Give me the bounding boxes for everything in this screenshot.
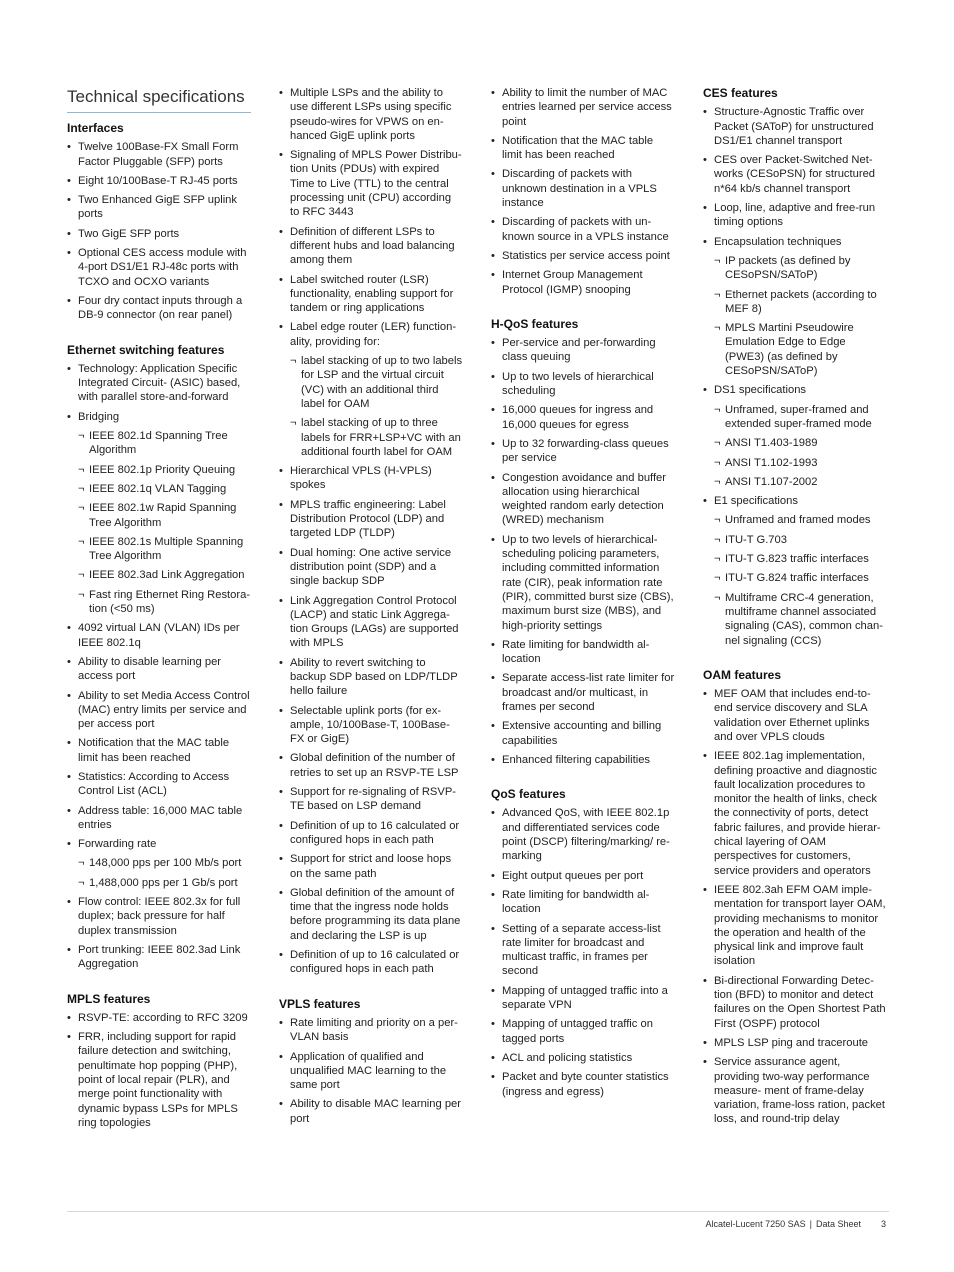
column-2 bbox=[279, 86, 463, 1146]
spec-list bbox=[703, 687, 887, 1127]
spec-item: • Statistics: According to Access Control List (ACL) bbox=[67, 770, 251, 799]
spec-sub-item: ¬ Ethernet packets (according to MEF 8) bbox=[703, 288, 887, 317]
spec-item: • IEEE 802.3ah EFM OAM imple- mentation for transport layer OAM, providing mechanisms to monitor the operation and health of the physical link and improve fault isolation bbox=[703, 883, 887, 969]
spec-item: • Application of qualified and unqualified MAC learning to the same port bbox=[279, 1050, 463, 1093]
spec-item: • Definition of up to 16 calculated or configured hops in each path bbox=[279, 819, 463, 848]
spec-item: • Loop, line, adaptive and free-run timing options bbox=[703, 201, 887, 230]
spec-sub-item: ¬ IP packets (as defined by CESoPSN/SAToP) bbox=[703, 254, 887, 283]
spec-item: • Global definition of the number of retries to set up an RSVP-TE LSP bbox=[279, 751, 463, 780]
spec-item: • Technology: Application Specific Integrated Circuit- (ASIC) based, with parallel store-and-forward bbox=[67, 362, 251, 405]
spec-item: • Two Enhanced GigE SFP uplink ports bbox=[67, 193, 251, 222]
column-1 bbox=[67, 86, 251, 1150]
spec-item: • Up to 32 forwarding-class queues per service bbox=[491, 437, 675, 466]
spec-item: • Hierarchical VPLS (H-VPLS) spokes bbox=[279, 464, 463, 493]
footer-separator: | bbox=[809, 1219, 812, 1229]
spec-item: • Advanced QoS, with IEEE 802.1p and differentiated services code point (DSCP) filtering/marking/ re-marking bbox=[491, 806, 675, 863]
footer-doc-type: Data Sheet bbox=[815, 1219, 861, 1229]
spec-item: • Label switched router (LSR) functionality, enabling support for tandem or ring applications bbox=[279, 273, 463, 316]
spec-section bbox=[491, 86, 675, 297]
spec-item: • Forwarding rate bbox=[67, 837, 251, 851]
spec-item: • ACL and policing statistics bbox=[491, 1051, 675, 1065]
spec-list bbox=[279, 1016, 463, 1126]
page-title: Technical specifications bbox=[67, 86, 251, 113]
spec-item: • Signaling of MPLS Power Distribu- tion Units (PDUs) with expired Time to Live (TTL) to the central processing unit (CPU) according to RFC 3443 bbox=[279, 148, 463, 219]
spec-sub-item: ¬ ITU-T G.824 traffic interfaces bbox=[703, 571, 887, 585]
spec-item: • Service assurance agent, providing two-way performance measure- ment of frame-delay variation, frame-loss ration, packet loss, and round-trip delay bbox=[703, 1055, 887, 1126]
spec-item: • Definition of up to 16 calculated or configured hops in each path bbox=[279, 948, 463, 977]
spec-sub-item: ¬ ANSI T1.403-1989 bbox=[703, 436, 887, 450]
spec-item: • Up to two levels of hierarchical scheduling bbox=[491, 370, 675, 399]
spec-item: • Twelve 100Base-FX Small Form Factor Pluggable (SFP) ports bbox=[67, 140, 251, 169]
column-3 bbox=[491, 86, 675, 1119]
spec-item: • Discarding of packets with un- known source in a VPLS instance bbox=[491, 215, 675, 244]
spec-item: • Ability to revert switching to backup SDP based on LDP/TLDP hello failure bbox=[279, 656, 463, 699]
spec-item: • Discarding of packets with unknown destination in a VPLS instance bbox=[491, 167, 675, 210]
footer-divider bbox=[67, 1211, 889, 1212]
spec-item: • Ability to disable learning per access port bbox=[67, 655, 251, 684]
spec-item: • Bridging bbox=[67, 410, 251, 424]
spec-list bbox=[491, 86, 675, 297]
spec-item: • Enhanced filtering capabilities bbox=[491, 753, 675, 767]
spec-item: • E1 specifications bbox=[703, 494, 887, 508]
spec-item: • Rate limiting for bandwidth al- location bbox=[491, 638, 675, 667]
spec-list bbox=[67, 1011, 251, 1130]
spec-sub-item: ¬ IEEE 802.1s Multiple Spanning Tree Algorithm bbox=[67, 535, 251, 564]
spec-section bbox=[67, 992, 251, 1131]
spec-item: • Dual homing: One active service distribution point (SDP) and a single backup SDP bbox=[279, 546, 463, 589]
spec-item: • Encapsulation techniques bbox=[703, 235, 887, 249]
spec-section bbox=[491, 787, 675, 1099]
spec-section bbox=[279, 997, 463, 1126]
spec-sub-item: ¬ IEEE 802.1q VLAN Tagging bbox=[67, 482, 251, 496]
spec-section bbox=[279, 86, 463, 977]
section-heading: QoS features bbox=[491, 787, 566, 802]
spec-item: • Address table: 16,000 MAC table entries bbox=[67, 804, 251, 833]
spec-sub-item: ¬ MPLS Martini Pseudowire Emulation Edge to Edge (PWE3) (as defined by CESoPSN/SAToP) bbox=[703, 321, 887, 378]
spec-sub-item: ¬ ITU-T G.823 traffic interfaces bbox=[703, 552, 887, 566]
section-heading: H-QoS features bbox=[491, 316, 579, 331]
spec-item: • Ability to set Media Access Control (MAC) entry limits per service and per access port bbox=[67, 689, 251, 732]
spec-sub-item: ¬ 1,488,000 pps per 1 Gb/s port bbox=[67, 876, 251, 890]
spec-sub-item: ¬ 148,000 pps per 100 Mb/s port bbox=[67, 856, 251, 870]
spec-section bbox=[491, 317, 675, 767]
spec-item: • Congestion avoidance and buffer allocation using hierarchical weighted random early detection (WRED) mechanism bbox=[491, 471, 675, 528]
spec-item: • Bi-directional Forwarding Detec- tion (BFD) to monitor and detect failures on the Open Shortest Path First (OSPF) protocol bbox=[703, 974, 887, 1031]
spec-item: • Definition of different LSPs to different hubs and load balancing among them bbox=[279, 225, 463, 268]
spec-item: • Selectable uplink ports (for ex- ample, 10/100Base-T, 100Base-FX or GigE) bbox=[279, 704, 463, 747]
section-heading: OAM features bbox=[703, 667, 782, 682]
spec-item: • Eight 10/100Base-T RJ-45 ports bbox=[67, 174, 251, 188]
section-heading: Ethernet switching features bbox=[67, 342, 225, 357]
spec-list bbox=[67, 362, 251, 972]
spec-item: • Support for strict and loose hops on the same path bbox=[279, 852, 463, 881]
spec-item: • Global definition of the amount of time that the ingress node holds before programming its data plane and declaring the LSP is up bbox=[279, 886, 463, 943]
section-heading: MPLS features bbox=[67, 991, 151, 1006]
spec-item: • 4092 virtual LAN (VLAN) IDs per IEEE 802.1q bbox=[67, 621, 251, 650]
spec-sub-item: ¬ IEEE 802.1w Rapid Spanning Tree Algorithm bbox=[67, 501, 251, 530]
spec-item: • CES over Packet-Switched Net- works (CESoPSN) for structured n*64 kb/s channel transport bbox=[703, 153, 887, 196]
spec-section bbox=[703, 86, 887, 648]
spec-item: • MEF OAM that includes end-to- end service discovery and SLA validation over Ethernet uplinks and over VPLS clouds bbox=[703, 687, 887, 744]
spec-section bbox=[67, 121, 251, 323]
spec-item: • IEEE 802.1ag implementation, defining proactive and diagnostic fault localization procedures to monitor the health of links, check the connectivity of ports, detect fabric failures, and provide hierar- chical layering of OAM perspectives for customers, service providers and operators bbox=[703, 749, 887, 878]
spec-item: • Optional CES access module with 4-port DS1/E1 RJ-48c ports with TCXO and OCXO variants bbox=[67, 246, 251, 289]
spec-item: • Label edge router (LER) function- ality, providing for: bbox=[279, 320, 463, 349]
spec-item: • Setting of a separate access-list rate limiter for broadcast and multicast traffic, in frames per second bbox=[491, 922, 675, 979]
spec-item: • Flow control: IEEE 802.3x for full duplex; back pressure for half duplex transmission bbox=[67, 895, 251, 938]
spec-item: • Notification that the MAC table limit has been reached bbox=[67, 736, 251, 765]
footer-product: Alcatel-Lucent 7250 SAS bbox=[705, 1219, 806, 1229]
spec-sub-item: ¬ IEEE 802.1d Spanning Tree Algorithm bbox=[67, 429, 251, 458]
spec-sub-item: ¬ label stacking of up to two labels for LSP and the virtual circuit (VC) with an additional third label for OAM bbox=[279, 354, 463, 411]
spec-item: • Statistics per service access point bbox=[491, 249, 675, 263]
spec-list bbox=[491, 336, 675, 767]
spec-item: • Link Aggregation Control Protocol (LACP) and static Link Aggrega- tion Groups (LAGs) are supported with MPLS bbox=[279, 594, 463, 651]
spec-sub-item: ¬ ANSI T1.107-2002 bbox=[703, 475, 887, 489]
spec-item: • Mapping of untagged traffic on tagged ports bbox=[491, 1017, 675, 1046]
spec-item: • Notification that the MAC table limit has been reached bbox=[491, 134, 675, 163]
spec-item: • Mapping of untagged traffic into a separate VPN bbox=[491, 984, 675, 1013]
page-number: 3 bbox=[880, 1219, 886, 1229]
spec-sub-item: ¬ IEEE 802.1p Priority Queuing bbox=[67, 463, 251, 477]
section-heading: Interfaces bbox=[67, 121, 124, 135]
spec-item: • Four dry contact inputs through a DB-9 connector (on rear panel) bbox=[67, 294, 251, 323]
spec-item: • Rate limiting and priority on a per-VLAN basis bbox=[279, 1016, 463, 1045]
spec-item: • Eight output queues per port bbox=[491, 869, 675, 883]
column-4 bbox=[703, 86, 887, 1147]
spec-sub-item: ¬ Unframed and framed modes bbox=[703, 513, 887, 527]
spec-item: • Port trunking: IEEE 802.3ad Link Aggregation bbox=[67, 943, 251, 972]
spec-item: • Ability to disable MAC learning per port bbox=[279, 1097, 463, 1126]
spec-sub-item: ¬ Unframed, super-framed and extended super-framed mode bbox=[703, 403, 887, 432]
spec-item: • Up to two levels of hierarchical- scheduling policing parameters, including committed information rate (CIR), peak information rate (PIR), committed burst size (CBS), maximum burst size (MBS), and high-priority settings bbox=[491, 533, 675, 633]
spec-item: • 16,000 queues for ingress and 16,000 queues for egress bbox=[491, 403, 675, 432]
spec-item: • Extensive accounting and billing capabilities bbox=[491, 719, 675, 748]
spec-item: • Internet Group Management Protocol (IGMP) snooping bbox=[491, 268, 675, 297]
spec-list bbox=[279, 86, 463, 977]
spec-item: • Per-service and per-forwarding class queuing bbox=[491, 336, 675, 365]
spec-section bbox=[703, 668, 887, 1127]
spec-item: • MPLS LSP ping and traceroute bbox=[703, 1036, 887, 1050]
spec-sub-item: ¬ Fast ring Ethernet Ring Restora- tion (<50 ms) bbox=[67, 588, 251, 617]
spec-item: • MPLS traffic engineering: Label Distribution Protocol (LDP) and targeted LDP (TLDP) bbox=[279, 498, 463, 541]
spec-sub-item: ¬ label stacking of up to three labels for FRR+LSP+VC with an additional fourth label for OAM bbox=[279, 416, 463, 459]
spec-item: • FRR, including support for rapid failure detection and switching, penultimate hop popping (PHP), point of local repair (PLR), and merge point functionality with dynamic bypass LSPs for MPLS ring topologies bbox=[67, 1030, 251, 1130]
spec-item: • Packet and byte counter statistics (ingress and egress) bbox=[491, 1070, 675, 1099]
spec-item: • RSVP-TE: according to RFC 3209 bbox=[67, 1011, 251, 1025]
spec-list bbox=[67, 140, 251, 322]
spec-item: • Ability to limit the number of MAC entries learned per service access point bbox=[491, 86, 675, 129]
spec-list bbox=[703, 105, 887, 648]
spec-sub-item: ¬ Multiframe CRC-4 generation, multiframe channel associated signaling (CAS), common chan- nel signaling (CCS) bbox=[703, 591, 887, 648]
spec-item: • Multiple LSPs and the ability to use different LSPs using specific pseudo-wires for VPWS on en- hanced GigE uplink ports bbox=[279, 86, 463, 143]
spec-section bbox=[67, 343, 251, 972]
spec-item: • Separate access-list rate limiter for broadcast and/or multicast, in frames per second bbox=[491, 671, 675, 714]
spec-item: • DS1 specifications bbox=[703, 383, 887, 397]
section-heading: CES features bbox=[703, 86, 778, 100]
spec-sub-item: ¬ IEEE 802.3ad Link Aggregation bbox=[67, 568, 251, 582]
section-heading: VPLS features bbox=[279, 996, 361, 1011]
spec-list bbox=[491, 806, 675, 1098]
spec-item: • Rate limiting for bandwidth al- location bbox=[491, 888, 675, 917]
spec-item: • Two GigE SFP ports bbox=[67, 227, 251, 241]
spec-sub-item: ¬ ITU-T G.703 bbox=[703, 533, 887, 547]
page-footer bbox=[706, 1219, 886, 1229]
spec-sub-item: ¬ ANSI T1.102-1993 bbox=[703, 456, 887, 470]
spec-item: • Structure-Agnostic Traffic over Packet (SAToP) for unstructured DS1/E1 channel transport bbox=[703, 105, 887, 148]
spec-item: • Support for re-signaling of RSVP- TE based on LSP demand bbox=[279, 785, 463, 814]
